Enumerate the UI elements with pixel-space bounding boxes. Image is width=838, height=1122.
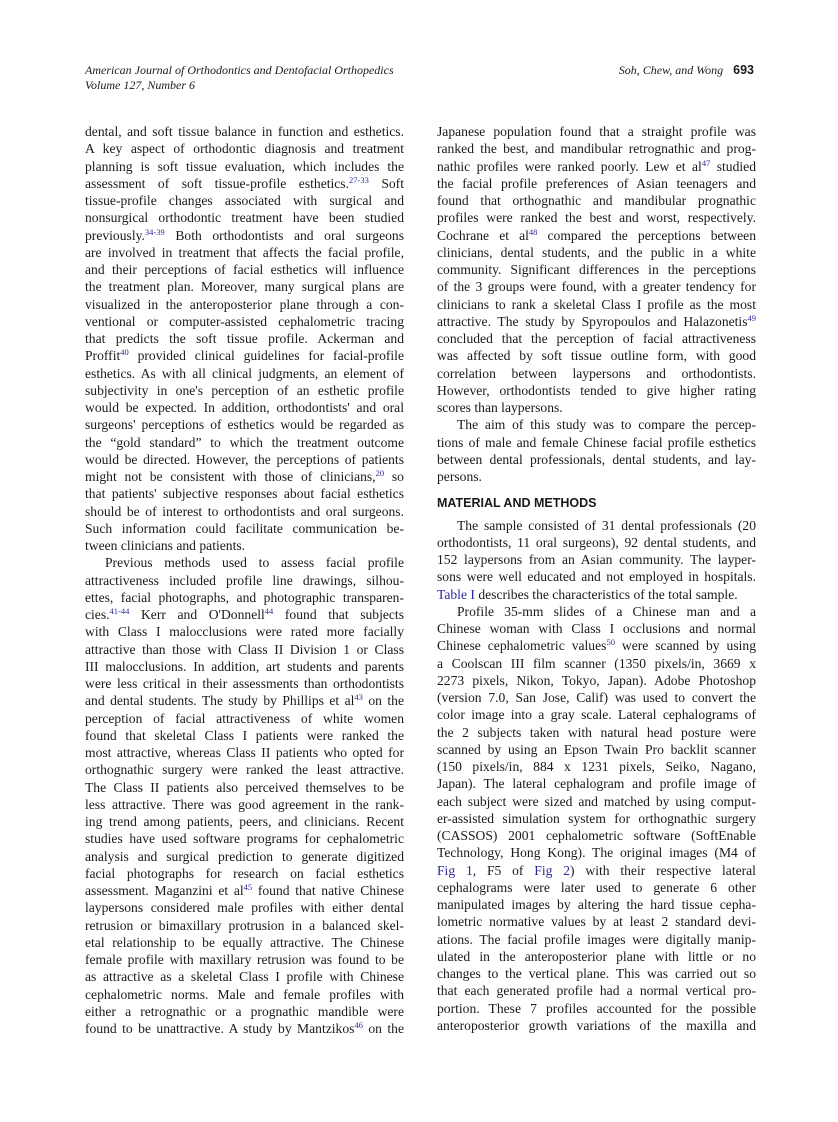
citation-superscript[interactable]: 45 (243, 882, 253, 892)
citation-superscript[interactable]: 49 (747, 312, 756, 323)
text-line: persons. (437, 469, 482, 484)
text-line: orthodontists, 11 oral surgeons), 92 dental students, and (437, 534, 756, 550)
cross-reference-link[interactable]: Fig 1 (437, 862, 473, 878)
text-line: ventional or computer-assisted cephalometric tracing (85, 313, 404, 329)
right-column (437, 123, 756, 1034)
text-line: cephalograms were later used to generate 6 other (437, 879, 756, 895)
text-line: III malocclusions. In addition, art students and parents (85, 658, 404, 674)
text-line: Proffit$^{40}$ provided clinical guidelines for facial-profile (85, 347, 404, 364)
page-number: 693 (733, 63, 754, 77)
text-line: analysis and surgical prediction to generate digitized (85, 848, 404, 864)
text-line: cephalometric norms. Male and female profiles with (85, 986, 404, 1002)
text-line: attractiveness included profile line drawings, silhou- (85, 572, 404, 588)
text-line: esthetics. As with all clinical judgments, an element of (85, 365, 404, 381)
text-line: most attractive, whereas Class II patients who opted for (85, 745, 404, 760)
text-line: were less critical in their assessments than orthodontists (85, 676, 404, 691)
cross-reference-link[interactable]: Fig 2 (534, 862, 571, 878)
text-line: as attractive as a skeletal Class I profile with Chinese (85, 969, 404, 985)
journal-title: American Journal of Orthodontics and Dentofacial Orthopedics (85, 63, 394, 77)
text-line: previously.$^{34-39}$ Both orthodontists and oral surgeons (85, 226, 404, 243)
text-line: clinicians to rank a skeletal Class I profile as the most (437, 296, 756, 312)
text-line: manipulated images by altering the hard tissue cepha- (437, 897, 756, 912)
text-line: should be of interest to orthodontists and oral surgeons. (85, 503, 404, 519)
text-line: (150 pixels/in, 884 x 1231 pixels, Seiko, Nagano, (437, 759, 756, 774)
paragraph (437, 123, 756, 416)
text-line: 152 laypersons from an Asian community. The layper- (437, 552, 756, 567)
text-line: found that skeletal Class I patients were ranked the (85, 727, 404, 743)
text-line: Fig 1, F5 of Fig 2) with their respective lateral (437, 862, 756, 878)
text-line: visualized in the anteroposterior plane through a con- (85, 296, 404, 312)
text-line: would be directed. However, the perceptions of patients (85, 451, 404, 467)
text-line: 2273 pixels, Nikon, Tokyo, Japan). Adobe Photoshop (437, 672, 756, 688)
text-line: scanned by using an Epson Twain Pro backlit scanner (437, 741, 756, 757)
running-header-journal (85, 63, 394, 93)
text-line: between dental professionals, dental students, and lay- (437, 451, 756, 467)
text-line: that predicts the soft tissue profile. Ackerman and (85, 331, 404, 346)
text-line: and dental students. The study by Phillips et $al^{43}$ on the (85, 692, 404, 709)
text-line: tions of male and female Chinese facial profile esthetics (437, 434, 756, 450)
text-line: Japan). The lateral cephalogram and profile image of (437, 776, 756, 792)
text-line: etal relationship to be equally attractive. The Chinese (85, 934, 404, 950)
text-line: planning is soft tissue evaluation, which includes the (85, 158, 404, 174)
text-line: found that orthognathic and mandibular prognathic (437, 193, 756, 208)
text-line: Technology, Hong Kong). The original images (M4 of (437, 845, 756, 861)
text-line: studies have used software programs for cephalometric (85, 831, 404, 847)
text-line: community. Significant differences in the perceptions (437, 262, 756, 277)
running-header-authors (619, 63, 754, 78)
text-line: profiles were ranked the best and worst, respectively. (437, 210, 756, 226)
text-line: ing trend among patients, peers, and clinicians. Recent (85, 814, 404, 829)
text-line: clinicians, dental students, and the public in a white (437, 244, 756, 260)
citation-superscript[interactable]: 47 (701, 157, 711, 168)
text-line: (version 7.0, San Jose, Calif) was used to convert the (437, 690, 756, 705)
text-line: ations. The facial profile images were digitally manip- (437, 931, 756, 947)
paragraph (85, 554, 404, 1037)
text-line: might not be consistent with those of clinicians,$^{20}$ so (85, 468, 404, 484)
text-line: (CASSOS) 2001 cephalometric software (SoftEnable (437, 828, 756, 843)
text-line: either a retrognathic or a prognathic mandible were (85, 1003, 404, 1019)
text-line: Cochrane et $al^{48}$ compared the perceptions between (437, 226, 756, 243)
text-line: of the 3 groups were found, with a greater tendency for (437, 279, 756, 295)
text-line: found to be unattractive. A study by Mantzikos$^{46}$ on the (85, 1020, 404, 1036)
left-column (85, 123, 404, 1037)
text-line: Chinese cephalometric values$^{50}$ were scanned by using (437, 637, 757, 654)
text-line: The aim of this study was to compare the percep- (457, 417, 756, 433)
text-line: correlation between laypersons and orthodontists. (437, 365, 756, 381)
citation-superscript[interactable]: 50 (606, 637, 615, 648)
text-line: each subject were sized and matched by using comput- (437, 793, 756, 809)
text-line: Japanese population found that a straight profile was (437, 124, 756, 139)
text-line: orthognathic surgery were ranked the least attractive. (85, 762, 404, 778)
text-line: anteroposterior growth variations of the maxilla and (437, 1017, 756, 1033)
text-line: sons were well educated and not employed in hospitals. (437, 569, 756, 585)
text-line: assessment. Maganzini et $al^{45}$ found that native Chinese (85, 882, 405, 898)
citation-superscript[interactable]: 48 (528, 226, 538, 237)
text-line: changes to the vertical plane. This was carried out so (437, 966, 756, 981)
text-line: attractive than those with Class II Division 1 or Class (85, 641, 404, 657)
citation-superscript[interactable]: 43 (354, 692, 363, 703)
text-line: portion. These 7 profiles accounted for the possible (437, 1000, 756, 1016)
text-line: color image into a gray scale. Lateral cephalograms of (437, 707, 756, 723)
text-line: ulated in the anteroposterior plane with little or no (437, 948, 756, 964)
text-line: assessment of soft tissue-profile esthetics.$^{27-33}$ Soft (85, 174, 404, 191)
authors: Soh, Chew, and Wong (618, 63, 724, 77)
text-line: perception of facial attractiveness of white women (85, 710, 404, 726)
text-line: a Coolscan III film scanner (1350 pixels/in, 3669 x (437, 655, 756, 671)
text-line: would be expected. In addition, orthodontists' and oral (85, 400, 404, 415)
text-line: ranked the best, and mandibular retrognathic and prog- (437, 141, 756, 157)
text-line: with Class I malocclusions were rated more facially (85, 624, 404, 640)
text-line: the facial profile preferences of Asian teenagers and (437, 175, 756, 191)
citation-superscript[interactable]: 46 (354, 1020, 363, 1030)
text-line: that patients' subjective responses about facial esthetics (85, 486, 404, 502)
text-line: are involved in treatment that affects the facial profile, (85, 244, 404, 260)
text-line: A key aspect of orthodontic diagnosis and treatment (85, 141, 404, 157)
text-line: facial photographs for research on facial esthetics (85, 865, 404, 881)
text-line: less attractive. There was good agreement in the rank- (85, 796, 404, 812)
text-line: Table I describes the characteristics of the total sample. (437, 586, 738, 602)
text-line: Previous methods used to assess facial profile (105, 555, 404, 571)
text-line: female profile with maxillary retrusion was found to be (85, 952, 404, 967)
citation-superscript[interactable]: 27-33 (349, 174, 369, 185)
text-line: However, orthodontists tended to give higher rating (437, 382, 756, 398)
text-line: Profile 35-mm slides of a Chinese man and a (457, 603, 756, 619)
citation-superscript[interactable]: 40 (120, 347, 129, 358)
text-line: Chinese woman with Class I occlusions and normal (437, 621, 756, 636)
text-line: was affected by soft tissue outline form, with good (437, 348, 756, 364)
citation-superscript[interactable]: 34-39 (144, 226, 165, 237)
text-line: concluded that the perception of facial attractiveness (437, 331, 756, 346)
text-line: subjectivity in one's perception of an esthetic profile (85, 382, 404, 398)
paragraph (85, 123, 404, 554)
text-line: that each generated profile had a normal vertical pro- (437, 983, 756, 999)
text-line: attractive. The study by Spyropoulos and Halazonetis$^{49}$ (437, 312, 756, 329)
text-line: The Class II patients also perceived themselves to be (85, 779, 404, 795)
text-line: lometric normative values by at least 2 standard devi- (437, 914, 756, 930)
cross-reference-link[interactable]: Table I (437, 586, 475, 602)
text-line: the “gold standard” to which the treatment outcome (85, 434, 404, 450)
section-heading: MATERIAL AND METHODS (437, 496, 597, 511)
text-line: Such information could facilitate communication be- (85, 520, 404, 536)
paragraph (437, 517, 756, 603)
text-line: tween clinicians and patients. (85, 538, 246, 553)
text-line: er-assisted simulation system for orthognathic surgery (437, 810, 756, 826)
text-line: laypersons considered male profiles with either dental (85, 900, 404, 916)
text-line: cies.$^{41-44}$ Kerr and O'Donnell$^{44}$ found that subjects (85, 606, 404, 622)
paragraph (437, 603, 756, 1034)
text-line: the 2 subjects taken with natural head posture were (437, 724, 756, 740)
text-line: nathic profiles were ranked poorly. Lew et $al^{47}$ studied (437, 157, 756, 174)
text-line: scores than laypersons. (437, 400, 563, 415)
text-line: retrusion or bimaxillary protrusion in a balanced skel- (85, 917, 404, 933)
journal-volume: Volume 127, Number 6 (85, 78, 195, 92)
text-line: dental, and soft tissue balance in function and esthetics. (85, 124, 404, 139)
citation-superscript[interactable]: 44 (264, 606, 274, 616)
text-line: the treatment plan. Moreover, many surgical plans are (85, 279, 404, 295)
text-line: nonsurgical orthodontic treatment have been studied (85, 210, 404, 226)
text-line: tissue-profile changes associated with surgical and (85, 193, 404, 208)
text-line: and their perceptions of facial esthetics will influence (85, 262, 404, 277)
text-line: surgeons' perceptions of esthetics would be regarded as (85, 417, 404, 433)
paragraph (437, 416, 756, 485)
text-line: The sample consisted of 31 dental professionals (20 (457, 517, 756, 533)
text-line: ettes, facial photographs, and photographic transparen- (85, 589, 404, 605)
citation-superscript[interactable]: 20 (375, 468, 385, 478)
citation-superscript[interactable]: 41-44 (109, 606, 130, 616)
